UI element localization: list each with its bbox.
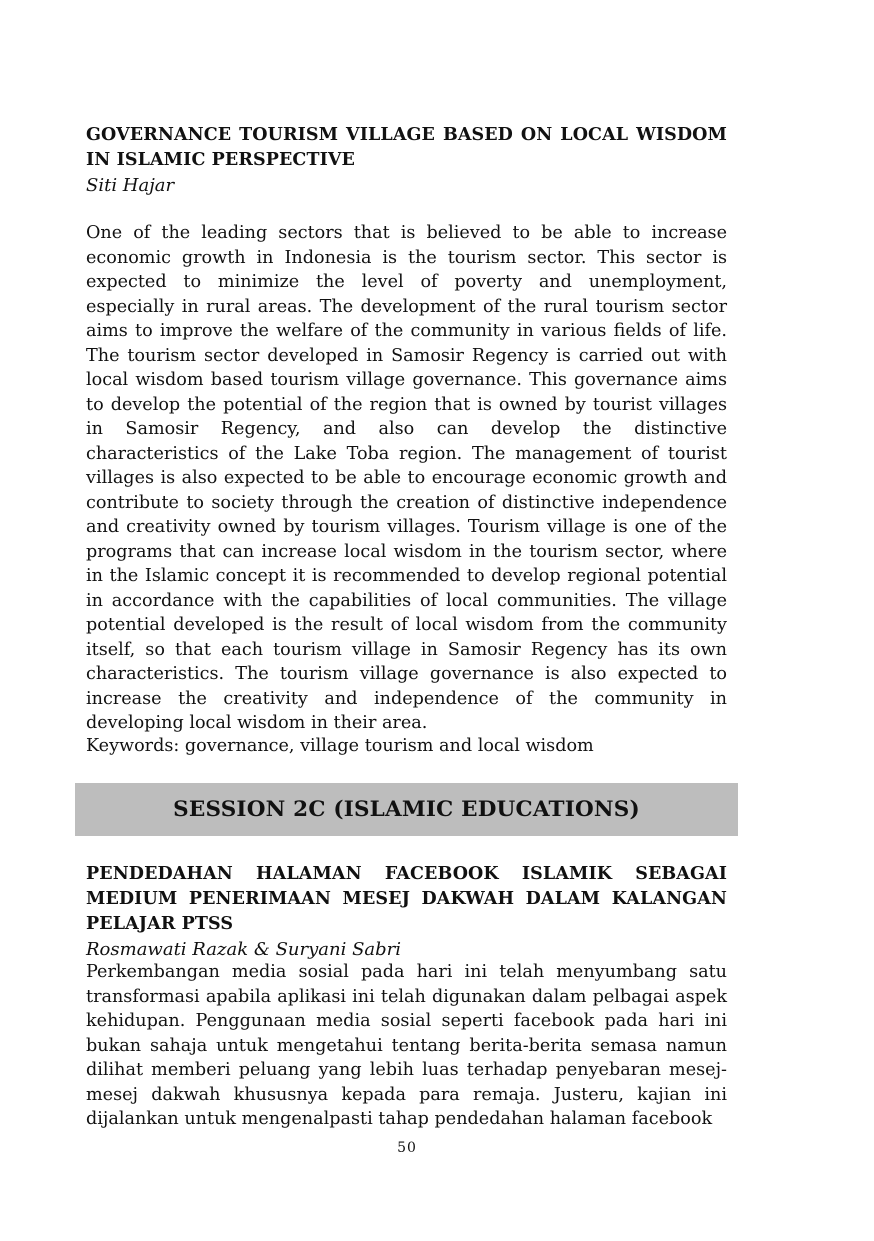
- session-banner: [75, 783, 738, 836]
- article-title: PENDEDAHAN HALAMAN FACEBOOK ISLAMIK SEBAGAI MEDIUM PENERIMAAN MESEJ DAKWAH DALAM KALANGAN PELAJAR PTSS: [86, 864, 727, 934]
- page-number: 50: [397, 1140, 417, 1156]
- session-title: SESSION 2C (ISLAMIC EDUCATIONS): [173, 797, 640, 822]
- article-abstract-block: [86, 221, 727, 736]
- article-abstract: Perkembangan media sosial pada hari ini telah menyumbang satu transformasi apabila aplikasi ini telah digunakan dalam pelbagai aspek kehidupan. Penggunaan media sosial seperti facebook pada hari ini bukan sahaja untuk mengetahui tentang berita-berita semasa namun dilihat memberi peluang yang lebih luas terhadap penyebaran mesej-mesej dakwah khususnya kepada para remaja. Justeru, kajian ini dijalankan untuk mengenalpasti tahap pendedahan halaman facebook: [86, 962, 727, 1129]
- article-author: Siti Hajar: [86, 175, 175, 196]
- article-author: Rosmawati Razak & Suryani Sabri: [86, 939, 402, 960]
- article-abstract-block: [86, 960, 727, 1132]
- article-governance-tourism: [86, 123, 727, 198]
- article-keywords: Keywords: governance, village tourism and local wisdom: [86, 736, 594, 756]
- article-keywords-block: [86, 734, 727, 759]
- article-abstract: One of the leading sectors that is believed to be able to increase economic growth in Indonesia is the tourism sector. This sector is expected to minimize the level of poverty and unemployment, especially in rural areas. The development of the rural tourism sector aims to improve the welfare of the community in various fields of life. The tourism sector developed in Samosir Regency is carried out with local wisdom based tourism village governance. This governance aims to develop the potential of the region that is owned by tourist villages in Samosir Regency, and also can develop the distinctive characteristics of the Lake Toba region. The management of tourist villages is also expected to be able to encourage economic growth and contribute to society through the creation of distinctive independence and creativity owned by tourism villages. Tourism village is one of the programs that can increase local wisdom in the tourism sector, where in the Islamic concept it is recommended to develop regional potential in accordance with the capabilities of local communities. The village potential developed is the result of local wisdom from the community itself, so that each tourism village in Samosir Regency has its own characteristics. The tourism village governance is also expected to increase the creativity and independence of the community in developing local wisdom in their area.: [86, 223, 727, 733]
- article-pendedahan-facebook: [86, 862, 727, 962]
- article-title: GOVERNANCE TOURISM VILLAGE BASED ON LOCAL WISDOM IN ISLAMIC PERSPECTIVE: [86, 125, 727, 170]
